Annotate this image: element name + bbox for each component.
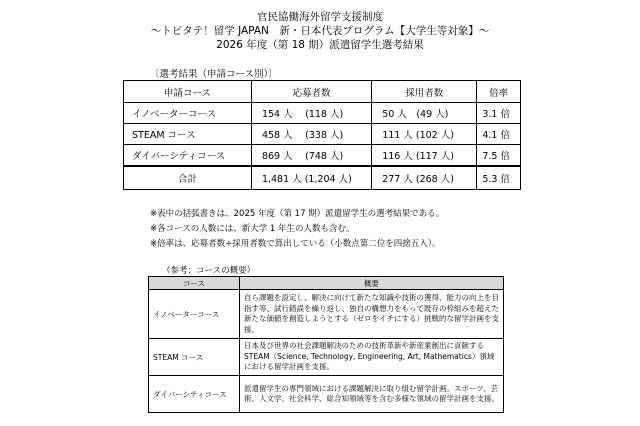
- title-line-2: ～トビタテ！留学 JAPAN 新・日本代表プログラム【大学生等対象】～: [150, 25, 490, 37]
- total-applicants: 1,481 人 (1,204 人): [251, 166, 371, 190]
- note-3: ※倍率は、応募者数÷採用者数で算出している（小数点第二位を四捨五入）。: [150, 239, 441, 249]
- ref-course-cell: STEAM コース: [149, 339, 240, 376]
- ref-course-cell: イノベーターコース: [149, 290, 240, 339]
- rate-cell: 7.5 倍: [477, 145, 521, 167]
- course-cell: イノベーターコース: [124, 103, 252, 124]
- reference-section-label: （参考：コースの概要）: [162, 266, 256, 276]
- course-cell: ダイバーシティコース: [124, 145, 252, 167]
- ref-header-summary: 概要: [240, 277, 504, 290]
- adopted-cell: 50 人 (49 人): [372, 103, 477, 124]
- table-row: [124, 103, 521, 124]
- title-line-3: 2026 年度（第 18 期）派遣留学生選考結果: [216, 39, 424, 51]
- ref-course-cell: ダイバーシティコース: [149, 376, 240, 413]
- ref-summary-cell: 派遣留学生の専門領域における課題解決に取り組む留学計画。スポーツ、芸術、人文学、社会科学、総合知領域等を含む多様な領域の留学計画を支援。: [240, 376, 504, 413]
- results-header-row: [124, 81, 521, 103]
- header-applicants: 応募者数: [251, 81, 371, 103]
- title-line-1: 官民協働海外留学支援制度: [257, 11, 383, 23]
- table-row: [149, 290, 504, 339]
- applicants-cell: 869 人 (748 人): [251, 145, 371, 167]
- table-row: [149, 376, 504, 413]
- total-label: 合計: [124, 166, 252, 190]
- table-row: [124, 124, 521, 145]
- total-adopted: 277 人 (268 人): [372, 166, 477, 190]
- rate-cell: 3.1 倍: [477, 103, 521, 124]
- total-rate: 5.3 倍: [477, 166, 521, 190]
- ref-summary-cell: 日本及び世界の社会課題解決のための技術革新や新産業創出に貢献する STEAM（Science, Technology, Engineering, Art, Mathematics）領域における留学計画を支援。: [240, 339, 504, 376]
- table-row: [149, 339, 504, 376]
- header-rate: 倍率: [477, 81, 521, 103]
- adopted-cell: 111 人 (102 人): [372, 124, 477, 145]
- reference-header-row: [149, 277, 504, 290]
- note-2: ※各コースの人数には、新大学 1 年生の人数も含む。: [150, 224, 355, 234]
- adopted-cell: 116 人 (117 人): [372, 145, 477, 167]
- ref-summary-cell: 自ら課題を設定し、解決に向けて新たな知識や技術の獲得、能力の向上を目指す等、試行錯誤を繰り返し、独自の構想力をもって既存の枠組みを超えた新たな価値を創造しようとする（ゼロをイチにする）挑戦的な留学計画を支援。: [240, 290, 504, 339]
- ref-header-course: コース: [149, 277, 240, 290]
- results-table: [123, 80, 521, 190]
- document-title: [0, 10, 640, 52]
- reference-table: [148, 276, 504, 413]
- applicants-cell: 458 人 (338 人): [251, 124, 371, 145]
- total-row: [124, 166, 521, 190]
- results-section-label: 〔選考結果（申請コース別）〕: [150, 69, 278, 80]
- header-adopted: 採用者数: [372, 81, 477, 103]
- table-row: [124, 145, 521, 167]
- header-course: 申請コース: [124, 81, 252, 103]
- course-cell: STEAM コース: [124, 124, 252, 145]
- note-1: ※表中の括弧書きは、2025 年度（第 17 期）派遣留学生の選考結果である。: [150, 209, 445, 219]
- notes: [150, 207, 444, 252]
- applicants-cell: 154 人 (118 人): [251, 103, 371, 124]
- rate-cell: 4.1 倍: [477, 124, 521, 145]
